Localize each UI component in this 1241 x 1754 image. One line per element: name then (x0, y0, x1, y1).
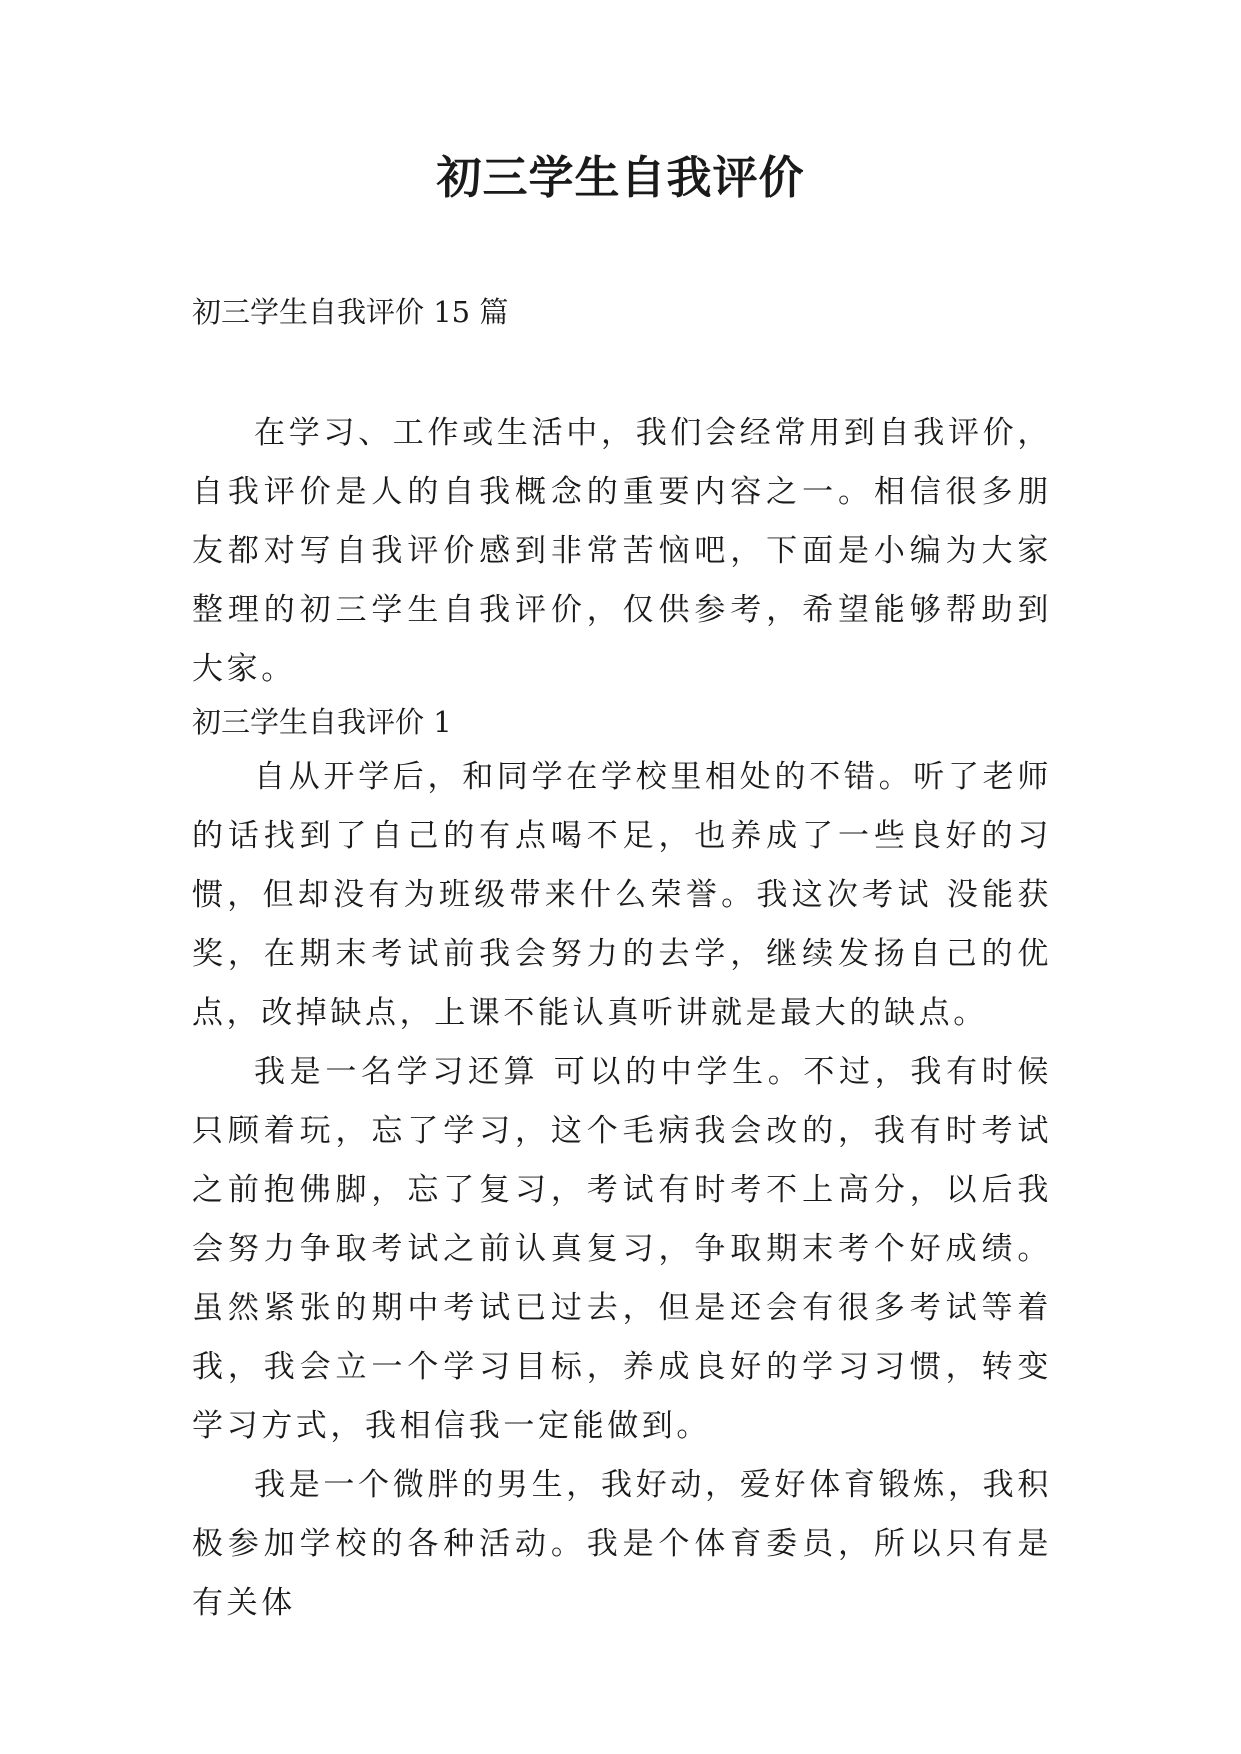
intro-paragraph: 在学习、工作或生活中，我们会经常用到自我评价，自我评价是人的自我概念的重要内容之一。相信很多朋友都对写自我评价感到非常苦恼吧，下面是小编为大家整理的初三学生自我评价，仅供参考，希望能够帮助到大家。 (192, 415, 1052, 687)
document-title: 初三学生自我评价 (436, 151, 805, 204)
section-heading: 初三学生自我评价 1 (192, 705, 452, 739)
essay-paragraph: 我是一名学习还算 可以的中学生。不过，我有时候只顾着玩，忘了学习，这个毛病我会改的，我有时考试之前抱佛脚，忘了复习，考试有时考不上高分，以后我会努力争取考试之前认真复习，争取期末考个好成绩。虽然紧张的期中考试已过去，但是还会有很多考试等着我，我会立一个学习目标，养成良好的学习习惯，转变学习方式，我相信我一定能做到。 (192, 1054, 1052, 1444)
essay-paragraph: 我是一个微胖的男生，我好动，爱好体育锻炼，我积极参加学校的各种活动。我是个体育委员，所以只有是有关体 (192, 1467, 1052, 1621)
essay-body (192, 748, 1052, 1633)
intro-block (192, 404, 1052, 699)
essay-paragraph: 自从开学后，和同学在学校里相处的不错。听了老师的话找到了自己的有点喝不足，也养成了一些良好的习惯，但却没有为班级带来什么荣誉。我这次考试 没能获奖，在期末考试前我会努力的去学，继续发扬自己的优点，改掉缺点，上课不能认真听讲就是最大的缺点。 (192, 759, 1052, 1031)
document-subtitle: 初三学生自我评价 15 篇 (192, 295, 509, 329)
